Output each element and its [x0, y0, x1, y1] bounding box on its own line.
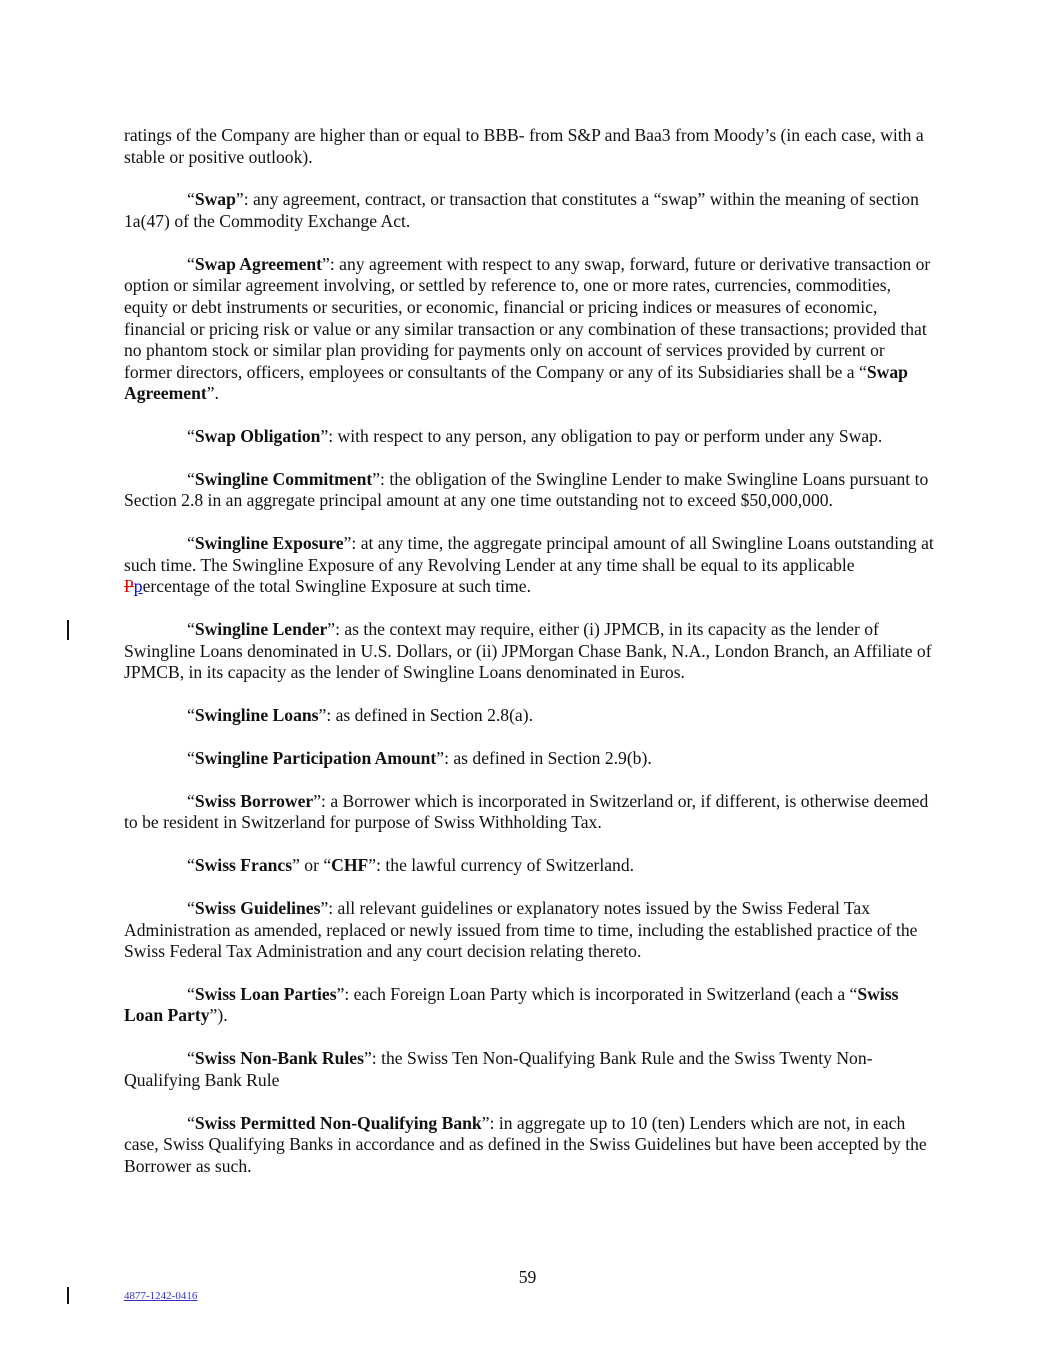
paragraph-text: ” or “: [292, 855, 332, 876]
paragraph-text: “: [187, 1112, 195, 1133]
document-id-link[interactable]: 4877-1242-0416: [124, 1290, 198, 1302]
definition-paragraph-def-swingline-commitment: [124, 469, 936, 512]
paragraph-text: ”: in aggregate up to 10 (ten) Lenders which are not, in each case, Swiss Qualifying Banks in accordance and as defined in the Swiss Guidelines but have been accepted by the Borrower as such.: [124, 1112, 927, 1176]
revision-change-bar: [67, 620, 69, 640]
paragraph-text: ”: a Borrower which is incorporated in Switzerland or, if different, is otherwise deemed to be resident in Switzerland for purpose of Swiss Withholding Tax.: [124, 790, 929, 833]
paragraph-text: “: [187, 1048, 195, 1069]
definition-paragraph-def-swap: [124, 189, 936, 232]
paragraph-text: ”: at any time, the aggregate principal amount of all Swingline Loans outstanding at such time. The Swingline Exposure of any Revolving Lender at any time shall be equal to its applicable: [124, 533, 934, 575]
defined-term: Swap Agreement: [124, 361, 908, 404]
definition-paragraph-def-swingline-participation-amount: [124, 748, 936, 770]
definition-paragraph-def-swingline-exposure: [124, 533, 936, 598]
defined-term: Swiss Permitted Non-Qualifying Bank: [194, 1112, 482, 1133]
defined-term: Swingline Participation Amount: [194, 747, 437, 768]
paragraph-text: “: [187, 533, 195, 554]
defined-term: CHF: [331, 855, 369, 876]
inserted-text: p: [133, 576, 143, 597]
page-number: 59: [518, 1267, 537, 1287]
defined-term: Swiss Borrower: [194, 790, 314, 811]
paragraph-text: “: [187, 253, 195, 274]
paragraph-text: “: [187, 468, 195, 489]
defined-term: Swap Agreement: [194, 253, 323, 274]
paragraph-text: ”.: [206, 383, 219, 404]
paragraph-text: “: [187, 983, 195, 1004]
definition-paragraph-def-swap-agreement: [124, 254, 936, 405]
definition-paragraph-def-swiss-permitted-non-qualifying-bank: [124, 1113, 936, 1178]
paragraph-text: ”: the obligation of the Swingline Lender to make Swingline Loans pursuant to Section 2.8 in an aggregate principal amount at any one time outstanding not to exceed $50,000,000.: [124, 468, 929, 511]
definition-paragraph-def-swingline-lender: [124, 619, 936, 684]
defined-term: Swingline Loans: [194, 705, 319, 726]
definition-paragraph-def-swiss-francs: [124, 855, 936, 877]
defined-term: Swiss Guidelines: [194, 897, 321, 918]
defined-term: Swap Obligation: [194, 426, 321, 447]
paragraph-text: ”: with respect to any person, any obligation to pay or perform under any Swap.: [320, 426, 883, 447]
paragraph-text: “: [187, 705, 195, 726]
paragraph-text: “: [187, 855, 195, 876]
paragraph-text: ”: the lawful currency of Switzerland.: [368, 855, 635, 876]
paragraph-text: ”: any agreement, contract, or transaction that constitutes a “swap” within the meaning of section 1a(47) of the Commodity Exchange Act.: [124, 189, 919, 231]
paragraph-text: ”: any agreement with respect to any swap, forward, future or derivative transaction or option or similar agreement involving, or settled by reference to, one or more rates, currencies, commodities, equity or debt instruments or securities, or economic, financial or pricing indices or measures of economic, financial or pricing risk or value or any similar transaction or any combination of these transactions; provided that no phantom stock or similar plan providing for payments only on account of services provided by current or former directors, officers, employees or consultants of the Company or any of its Subsidiaries shall be a “: [124, 253, 931, 382]
defined-term: Swiss Francs: [194, 855, 293, 876]
paragraph-text: ”: the Swiss Ten Non-Qualifying Bank Rule and the Swiss Twenty Non-Qualifying Bank Rule: [124, 1048, 873, 1090]
deleted-text: P: [124, 576, 134, 597]
defined-term: Swingline Commitment: [194, 468, 373, 489]
definition-paragraph-def-swingline-loans: [124, 705, 936, 727]
paragraph-text: “: [187, 747, 195, 768]
paragraph-text: ”: as the context may require, either (i) JPMCB, in its capacity as the lender of Swingline Loans denominated in U.S. Dollars, or (ii) JPMorgan Chase Bank, N.A., London Branch, an Affiliate of JPMCB, in its capacity as the lender of Swingline Loans denominated in Euros.: [124, 619, 932, 683]
paragraph-text: ratings of the Company are higher than or equal to BBB- from S&P and Baa3 from Moody’s (in each case, with a stable or positive outlook).: [124, 125, 924, 167]
paragraph-text: ”: each Foreign Loan Party which is incorporated in Switzerland (each a “: [336, 983, 858, 1004]
definitions-body: [124, 125, 936, 1199]
paragraph-text: ”: as defined in Section 2.9(b).: [436, 747, 652, 768]
paragraph-text: ”: all relevant guidelines or explanatory notes issued by the Swiss Federal Tax Administration as amended, replaced or newly issued from time to time, including the established practice of the Swiss Federal Tax Administration and any court decision relating thereto.: [124, 897, 918, 962]
defined-term: Swap: [194, 189, 236, 210]
definition-paragraph-def-swiss-non-bank-rules: [124, 1048, 936, 1091]
definition-paragraph-def-swap-obligation: [124, 426, 936, 448]
paragraph-text: ercentage of the total Swingline Exposure at such time.: [142, 576, 532, 597]
definition-paragraph-def-swiss-guidelines: [124, 898, 936, 963]
definition-paragraph-def-swiss-borrower: [124, 791, 936, 834]
paragraph-text: ”: as defined in Section 2.8(a).: [318, 705, 533, 726]
revision-change-bar-footer: [67, 1287, 69, 1304]
paragraph-text: “: [187, 619, 195, 640]
defined-term: Swingline Exposure: [194, 533, 344, 554]
defined-term: Swingline Lender: [194, 619, 328, 640]
defined-term: Swiss Loan Parties: [194, 983, 337, 1004]
paragraph-text: “: [187, 189, 195, 210]
paragraph-text: “: [187, 790, 195, 811]
paragraph-text: ”).: [209, 1005, 228, 1026]
paragraph-text: “: [187, 897, 195, 918]
defined-term: Swiss Non-Bank Rules: [194, 1048, 364, 1069]
defined-term: Swiss Loan Party: [124, 983, 899, 1026]
definition-paragraph-def-swiss-loan-parties: [124, 984, 936, 1027]
definition-paragraph-ratings-continuation: [124, 125, 936, 168]
paragraph-text: “: [187, 426, 195, 447]
